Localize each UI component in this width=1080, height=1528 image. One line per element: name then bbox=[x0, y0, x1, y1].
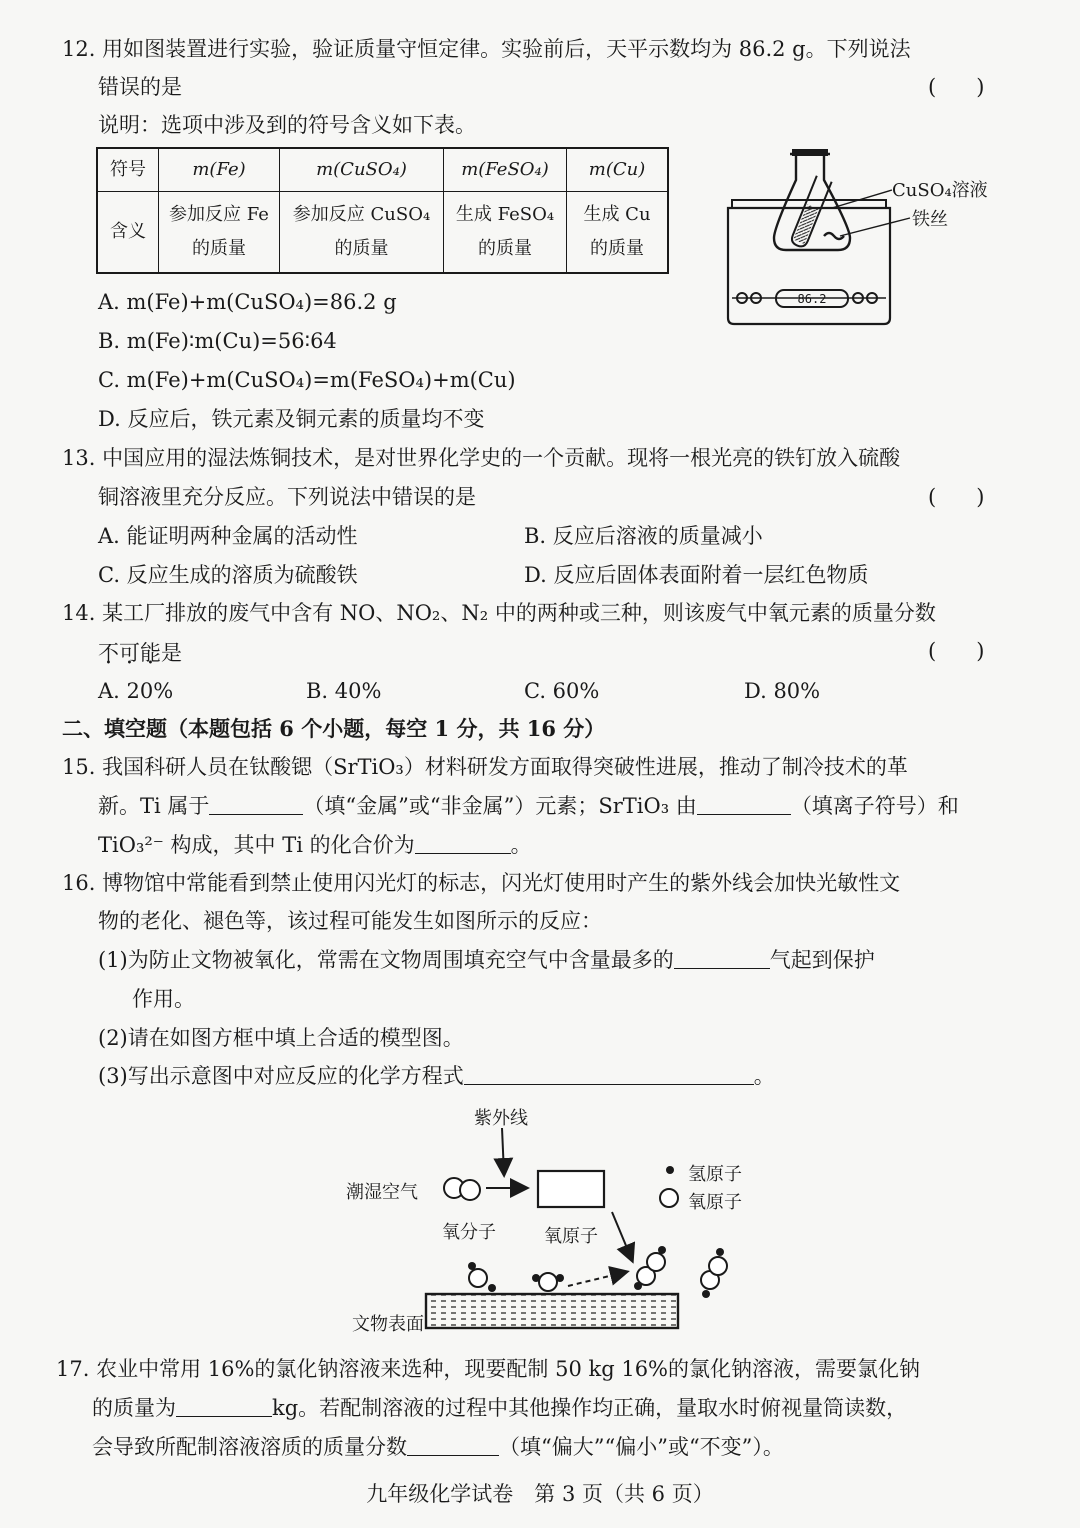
answer-blank[interactable] bbox=[209, 792, 303, 815]
table-cell: 参加反应 Fe 的质量 bbox=[159, 192, 280, 274]
q14-option-d[interactable]: D. 80% bbox=[744, 679, 821, 703]
q14-option-c[interactable]: C. 60% bbox=[524, 679, 600, 703]
q12-option-c[interactable]: C. m(Fe)+m(CuSO₄)=m(FeSO₄)+m(Cu) bbox=[98, 368, 516, 392]
q13-option-c[interactable]: C. 反应生成的溶质为硫酸铁 bbox=[98, 563, 358, 587]
q16-sub1: (1)为防止文物被氧化，常需在文物周围填充空气中含量最多的 气起到保护 bbox=[98, 948, 875, 972]
q12-note: 说明：选项中涉及到的符号含义如下表。 bbox=[98, 113, 476, 137]
page-footer: 九年级化学试卷 第 3 页（共 6 页） bbox=[366, 1482, 714, 1506]
section-title: 二、填空题（本题包括 6 个小题，每空 1 分，共 16 分） bbox=[62, 716, 606, 741]
table-cell: 生成 Cu 的质量 bbox=[567, 192, 669, 274]
q17-line3: 会导致所配制溶液溶质的质量分数 （填“偏大”“偏小”或“不变”）。 bbox=[92, 1435, 784, 1459]
q12-option-b[interactable]: B. m(Fe)∶m(Cu)=56∶64 bbox=[98, 329, 337, 353]
q14-stem-line2: 不可能是 bbox=[98, 641, 182, 665]
q14-stem-line1: 14. 某工厂排放的废气中含有 NO、NO₂、N₂ 中的两种或三种，则该废气中氧元素的质量分数 bbox=[62, 601, 936, 625]
q12-stem-line1: 12. 用如图装置进行实验，验证质量守恒定律。实验前后，天平示数均为 86.2 g。下列说法 bbox=[62, 37, 911, 61]
q17-line2: 的质量为 kg。若配制溶液的过程中其他操作均正确，量取水时俯视量筒读数， bbox=[92, 1396, 908, 1420]
table-cell: 生成 FeSO₄ 的质量 bbox=[444, 192, 567, 274]
q13-option-d[interactable]: D. 反应后固体表面附着一层红色物质 bbox=[524, 563, 869, 587]
label-cuso4-solution: CuSO₄溶液 bbox=[892, 180, 988, 201]
q13-option-a[interactable]: A. 能证明两种金属的活动性 bbox=[98, 524, 358, 548]
table-header: m(Cu) bbox=[567, 148, 669, 192]
q17-line1: 17. 农业中常用 16%的氯化钠溶液来选种，现要配制 50 kg 16%的氯化钠溶液，需要氯化钠 bbox=[56, 1357, 921, 1381]
q16-line2: 物的老化、褪色等，该过程可能发生如图所示的反应： bbox=[98, 909, 602, 933]
label-uv: 紫外线 bbox=[474, 1108, 528, 1129]
q14-option-b[interactable]: B. 40% bbox=[306, 679, 382, 703]
emphasis-char: 可 bbox=[119, 641, 140, 665]
legend-oxygen-atom: 氧原子 bbox=[688, 1192, 742, 1213]
q14-answer-paren: ( ) bbox=[928, 639, 985, 663]
label-oxygen-molecule: 氧分子 bbox=[442, 1222, 496, 1243]
answer-blank[interactable] bbox=[407, 1433, 499, 1456]
q13-answer-paren: ( ) bbox=[928, 485, 985, 509]
table-header: m(CuSO₄) bbox=[280, 148, 444, 192]
emphasis-char: 不 bbox=[98, 641, 119, 665]
answer-blank[interactable] bbox=[674, 946, 770, 969]
q13-stem-line1: 13. 中国应用的湿法炼铜技术，是对世界化学史的一个贡献。现将一根光亮的铁钉放入硫酸 bbox=[62, 446, 901, 470]
table-cell: 参加反应 CuSO₄ 的质量 bbox=[280, 192, 444, 274]
q15-line1: 15. 我国科研人员在钛酸锶（SrTiO₃）材料研发方面取得突破性进展，推动了制冷技术的革 bbox=[62, 755, 908, 779]
q13-option-b[interactable]: B. 反应后溶液的质量减小 bbox=[524, 524, 763, 548]
q15-line3: TiO₃²⁻ 构成，其中 Ti 的化合价为 。 bbox=[98, 833, 532, 857]
q12-option-a[interactable]: A. m(Fe)+m(CuSO₄)=86.2 g bbox=[98, 290, 397, 314]
q12-answer-paren: ( ) bbox=[928, 75, 985, 99]
legend-hydrogen-atom: 氢原子 bbox=[688, 1164, 742, 1185]
label-iron-wire: 铁丝 bbox=[912, 209, 948, 230]
reaction-diagram bbox=[340, 1100, 760, 1340]
table-header: m(FeSO₄) bbox=[444, 148, 567, 192]
q13-stem-line2: 铜溶液里充分反应。下列说法中错误的是 bbox=[98, 485, 476, 509]
label-humid-air: 潮湿空气 bbox=[346, 1182, 418, 1203]
table-header: m(Fe) bbox=[159, 148, 280, 192]
symbol-table bbox=[96, 147, 669, 274]
answer-blank[interactable] bbox=[697, 792, 791, 815]
answer-blank[interactable] bbox=[415, 831, 511, 854]
label-artifact-surface: 文物表面 bbox=[352, 1314, 424, 1335]
emphasis-char: 能 bbox=[140, 641, 161, 665]
q16-sub1-cont: 作用。 bbox=[132, 987, 195, 1011]
q12-option-d[interactable]: D. 反应后，铁元素及铜元素的质量均不变 bbox=[98, 407, 485, 431]
q15-line2: 新。Ti 属于 （填“金属”或“非金属”）元素；SrTiO₃ 由 （填离子符号）和 bbox=[98, 794, 959, 818]
q16-sub2: (2)请在如图方框中填上合适的模型图。 bbox=[98, 1026, 464, 1050]
answer-blank[interactable] bbox=[176, 1394, 272, 1417]
balance-display: 86.2 bbox=[797, 292, 827, 306]
q16-sub3: (3)写出示意图中对应反应的化学方程式 。 bbox=[98, 1064, 775, 1088]
answer-blank[interactable] bbox=[464, 1062, 754, 1085]
label-oxygen-atom: 氧原子 bbox=[544, 1226, 598, 1247]
q12-stem-line2: 错误的是 bbox=[98, 75, 182, 99]
table-header: 符号 bbox=[97, 148, 159, 192]
q14-option-a[interactable]: A. 20% bbox=[98, 679, 174, 703]
q16-line1: 16. 博物馆中常能看到禁止使用闪光灯的标志，闪光灯使用时产生的紫外线会加快光敏性文 bbox=[62, 871, 901, 895]
table-row-label: 含义 bbox=[97, 192, 159, 274]
